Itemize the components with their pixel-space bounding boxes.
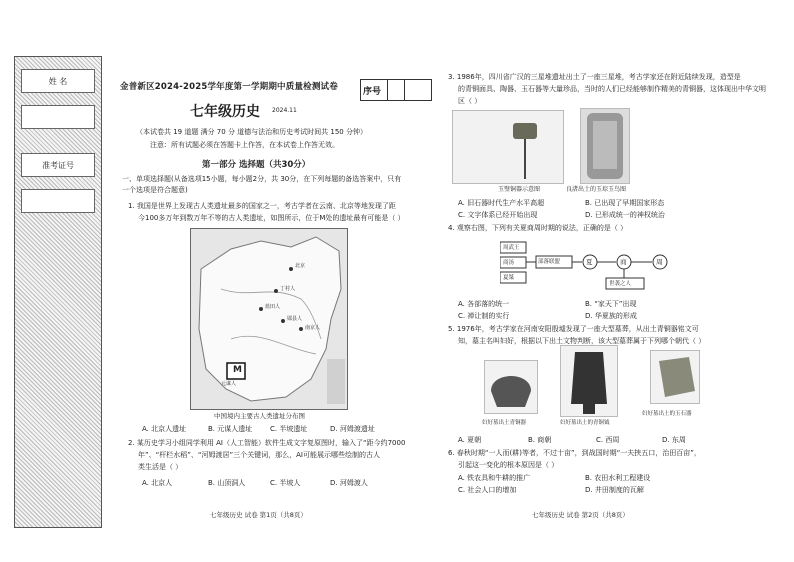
exam-no-label: 准考证号	[21, 153, 95, 177]
map-svg	[191, 229, 347, 409]
q5-option-c[interactable]: C. 西周	[596, 436, 620, 444]
q2-option-d[interactable]: D. 河姆渡人	[330, 479, 368, 487]
q4-box-label: 夏桀	[503, 275, 515, 281]
q2-option-b[interactable]: B. 山顶洞人	[208, 479, 246, 487]
exam-info: （本试卷共 19 道题 满分 70 分 道德与法治和历史考试时间共 150 分钟）	[136, 128, 367, 136]
q6-line: 6. 春秋时期“一人而(耕)等者，不过十亩”，到战国时期“一夫挟五口，治田百亩”，	[448, 449, 701, 457]
q5-image-caption: 妇好墓出土的玉石器	[642, 411, 692, 417]
q1-option-d[interactable]: D. 河姆渡遗址	[330, 425, 375, 433]
q4-diagram	[500, 240, 690, 294]
ancient-sites-map	[190, 228, 348, 410]
instruction-line: 一、单项选择题(从备选项15小题，每小题2分，共 30分，在下列每题的备选答案中，只有	[122, 175, 402, 183]
q4-dynasty: 商	[620, 258, 627, 266]
subject-title: 七年级历史	[190, 104, 260, 120]
q4-diagram-svg	[500, 240, 690, 294]
page-footer-right: 七年级历史 试卷 第2页（共8页）	[532, 511, 629, 519]
q2-line: 2. 某历史学习小组同学利用 AI（人工智能）软件生成文字复原图时，输入了“距今约7000	[128, 439, 406, 447]
map-place-label: 元谋人	[221, 381, 237, 387]
q3-line: 3. 1986年，四川省广汉的三星堆遗址出土了一座三星堆，考古学家还在附近陆续发现，造型是	[448, 73, 741, 81]
map-place-label: 蓝田人	[265, 304, 281, 310]
q3-image-jade	[580, 108, 630, 184]
q6-option-b[interactable]: B. 农田水利工程建设	[585, 474, 651, 482]
map-place-label: 丁村人	[280, 286, 296, 292]
q5-line: 知，墓主名叫妇好，根据以下出土文物判断，该大型墓葬属于下列哪个朝代（ ）	[458, 337, 706, 345]
q3-option-d[interactable]: D. 已形成统一的神权统治	[585, 211, 665, 219]
map-place-label: 南京人	[305, 325, 321, 331]
q5-image-3	[650, 350, 700, 404]
q5-option-d[interactable]: D. 东周	[662, 436, 686, 444]
q5-option-b[interactable]: B. 商朝	[528, 436, 552, 444]
q5-image-2	[560, 345, 618, 417]
q1-option-c[interactable]: C. 半坡遗址	[270, 425, 308, 433]
q3-line: 区（ ）	[458, 97, 482, 105]
q1-line: 1. 我国是世界上发现古人类遗址最多的国家之一，考古学者在云南、北京等地发现了距	[128, 202, 396, 210]
q6-option-a[interactable]: A. 铁农具和牛耕的推广	[458, 474, 531, 482]
q4-box-label: 部落联盟	[538, 259, 561, 265]
q5-image-1	[484, 360, 538, 414]
q4-box-label: 周武王	[503, 245, 520, 251]
q6-option-c[interactable]: C. 社会人口的增加	[458, 486, 517, 494]
exam-title: 金普新区2024-2025学年度第一学期期中质量检测试卷	[120, 82, 338, 92]
q3-option-a[interactable]: A. 旧石器时代生产水平高超	[458, 199, 545, 207]
q3-image-caption: 良渚出土的玉琮玉鸟图	[566, 186, 627, 193]
seq-label: 序号	[363, 87, 382, 97]
q2-line: 年”、“杆栏水稻”、“河姆渡居”三个关键词，那么，AI可能展示哪些绘制的古人	[138, 451, 380, 459]
q2-option-c[interactable]: C. 半坡人	[270, 479, 301, 487]
q5-image-caption: 妇好墓出土的青铜钺	[560, 420, 610, 426]
q3-image-caption: 玉璧铜器示意图	[498, 186, 541, 193]
q5-line: 5. 1976年，考古学家在河南安阳殷墟发现了一座大型墓葬，从出土青铜器铭文可	[448, 325, 699, 333]
q4-dynasty: 夏	[586, 258, 593, 266]
q5-image-svg	[561, 346, 617, 416]
exam-date: 2024.11	[272, 107, 297, 114]
q5-image-svg	[485, 361, 537, 413]
name-label: 姓 名	[21, 69, 95, 93]
q4-option-a[interactable]: A. 各部落的统一	[458, 300, 510, 308]
q2-option-a[interactable]: A. 北京人	[142, 479, 173, 487]
q4-box-label: 世袭之人	[609, 281, 632, 287]
q1-option-b[interactable]: B. 元谋人遗址	[208, 425, 253, 433]
q4-option-b[interactable]: B. “家天下”出现	[585, 300, 637, 308]
q4-line: 4. 观察右图，下列有关夏商周时期的说法，正确的是（ ）	[448, 224, 628, 232]
q4-option-c[interactable]: C. 禅让制的实行	[458, 312, 510, 320]
instruction-line: 一个选项是符合题意)	[122, 186, 188, 194]
q4-dynasty: 周	[656, 258, 663, 266]
q3-line: 的青铜面具、陶器、玉石器等大量珍品，当时的人们已经能够制作精美的青铜器，这体现出中华文明	[458, 85, 766, 93]
page-footer-left: 七年级历史 试卷 第1页（共8页）	[210, 511, 307, 519]
seq-cell	[404, 80, 422, 100]
q3-image-svg	[581, 109, 629, 183]
exam-no-field[interactable]	[21, 189, 95, 213]
seq-cell	[387, 80, 405, 100]
q6-option-d[interactable]: D. 井田制度的瓦解	[585, 486, 644, 494]
part1-title: 第一部分 选择题（共30分）	[202, 160, 311, 170]
q3-option-b[interactable]: B. 已出现了早期国家形态	[585, 199, 665, 207]
q5-image-caption: 妇好墓出土青铜器	[482, 420, 527, 426]
q1-option-a[interactable]: A. 北京人遗址	[142, 425, 187, 433]
map-marker-m: M	[233, 365, 242, 375]
q4-box-label: 商汤	[503, 260, 515, 266]
q3-option-c[interactable]: C. 文字体系已经开始出现	[458, 211, 538, 219]
q5-image-svg	[651, 351, 699, 403]
q5-option-a[interactable]: A. 夏朝	[458, 436, 482, 444]
q6-line: 引起这一变化的根本原因是（ ）	[458, 461, 559, 469]
q1-line: 今100多万年到数万年不等的古人类遗址，如图所示，位于M处的遗址最有可能是（ ）	[138, 214, 405, 222]
q3-image-bronze	[452, 110, 564, 184]
map-place-label: 郧县人	[287, 316, 303, 322]
q4-option-d[interactable]: D. 华夏族的形成	[585, 312, 637, 320]
exam-note: 注意：所有试题必须在答题卡上作答，在本试卷上作答无效。	[150, 141, 339, 149]
name-field[interactable]	[21, 105, 95, 129]
q2-line: 类生活是（ ）	[138, 463, 183, 471]
binding-strip	[14, 56, 102, 528]
seq-box[interactable]	[360, 79, 432, 101]
map-caption: 中国境内主要古人类遗址分布图	[214, 412, 305, 420]
q3-image-svg	[453, 111, 563, 183]
map-place-label: 北京	[295, 263, 306, 269]
